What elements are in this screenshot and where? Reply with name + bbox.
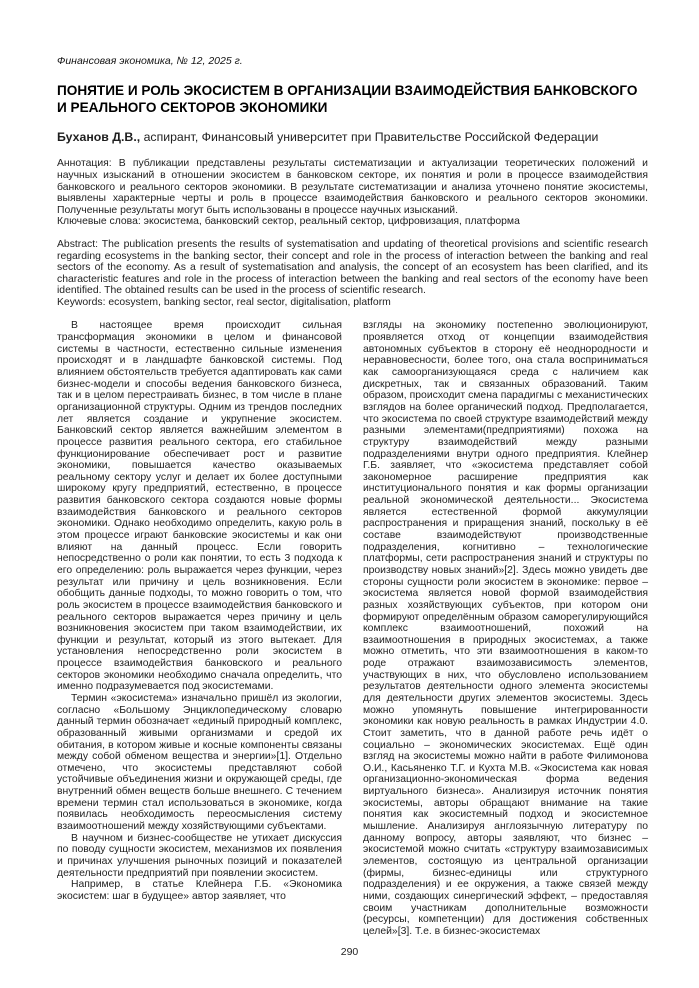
paper-title: ПОНЯТИЕ И РОЛЬ ЭКОСИСТЕМ В ОРГАНИЗАЦИИ ВЗАИМОДЕЙСТВИЯ БАНКОВСКОГО И РЕАЛЬНОГО СЕКТОРОВ ЭКОНОМИКИ	[57, 82, 638, 115]
body-paragraph: Термин «экосистема» изначально пришёл из экологии, согласно «Большому Энциклопедическому словарю данный термин обозначает «единый природный комплекс, образованный живыми организмами и средой их обитания, в котором живые и косные компоненты связаны между собой обменом вещества и энергии»[1]. Отдельно отмечено, что экосистемы представляют собой устойчивые объединения жизни и окружающей среды, где внутренний обмен веществ больше внешнего. С течением времени термин стал использоваться в экономике, когда появилась необходимость переосмысления систему взаимоотношений между хозяйствующими субъектами.	[57, 692, 342, 833]
body-paragraph: В научном и бизнес-сообществе не утихает дискуссия по поводу сущности экосистем, механизмов их появления и причинах улучшения рыночных позиций и показателей деятельности предприятий при появлении экосистем.	[57, 832, 342, 879]
body-paragraph: Например, в статье Клейнера Г.Б. «Экономика экосистем: шаг в будущее» автор заявляет, что	[57, 879, 342, 902]
body-paragraph: В настоящее время происходит сильная трансформация экономики в целом и финансовой системы в частности, естественно сильные изменения происходят и в ландшафте банковской системы. Под влиянием обстоятельств требуется адаптировать как сами бизнес-модели и способы ведения банковского бизнеса, так и в целом перестраивать бизнес, в том числе в плане организационной структуры. Одним из трендов последних лет является создание и укрупнение экосистем. Банковский сектор является важнейшим элементом в процессе развития реального сектора, его стабильное функционирование обеспечивает рост и развитие экономики, повышается качество оказываемых реальному сектору услуг и делает их более доступными широкому кругу предприятий, естественно, в процессе развития банковского сектора создаются новые формы взаимодействия банковского и реального секторов экономики. Однако необходимо определить, какую роль в этом процессе играют банковские экосистемы и как они влияют на данный процесс. Если говорить непосредственно о роли как понятии, то есть 3 подхода к его определению: роль выражается через функции, через результат или причину и цель возникновения. Если обобщить данные подходы, то можно говорить о том, что роль экосистем в процессе взаимодействия банковского и реального секторов выражается через причину и цель возникновения экосистем при таком взаимодействии, их функции и результат, который из этого вытекает. Для установления непосредственно роли экосистем в процессе взаимодействия банковского и реального секторов экономики необходимо сначала определить, что именно подразумевается под экосистемами.	[57, 320, 342, 693]
right-column	[363, 320, 648, 937]
journal-header: Финансовая экономика, № 12, 2025 г.	[57, 55, 243, 67]
keywords-ru: Ключевые слова: экосистема, банковский сектор, реальный сектор, цифровизация, платформа	[57, 216, 520, 228]
body-columns	[57, 320, 648, 937]
author-name: Буханов Д.В.,	[57, 130, 141, 145]
author-affiliation: аспирант, Финансовый университет при Правительстве Российской Федерации	[143, 130, 599, 145]
keywords-en: Keywords: ecosystem, banking sector, real sector, digitalisation, platform	[57, 296, 391, 308]
left-column	[57, 320, 342, 937]
author-line	[57, 130, 648, 146]
body-paragraph: взгляды на экономику постепенно эволюционируют, проявляется отход от концепции взаимодействия автономных субъектов в сторону её неоднородности и неравновесности, более того, она стала восприниматься как самоорганизующаяся среда с наличием как дискретных, так и связанных образований. Таким образом, происходит смена парадигмы с механистических взглядов на более органический подход. Предполагается, что экосистема по своей структуре взаимодействий между разными элементами(предприятиями) похожа на структуру взаимодействий между разными подразделениями внутри одного предприятия. Клейнер Г.Б. заявляет, что «экосистема представляет собой закономерное расширение предприятия как институционального понятия и как формы организации реальной экономической деятельности... Экосистема является естественной формой аккумуляции распространения и приращения знаний, поскольку в её составе взаимодействуют производственные подразделения, когнитивно – технологические платформы, сети распространения знаний и структуры по производству новых знаний»[2]. Здесь можно увидеть две стороны сущности роли экосистем в экономике: первое – экосистема является новой формой взаимодействия разных хозяйствующих субъектов, при котором они формируют определённым образом саморегулирующийся комплекс взаимоотношений, похожий на взаимоотношения в природных экосистемах, а также можно отметить, что эти взаимоотношения в каком-то роде отражают взаимозависимость элементов, участвующих в них, что обусловлено использованием результатов деятельности одного элемента экосистемы для деятельности других элементов экосистемы. Здесь можно упомянуть повышение интегрированности экономики как новую реальность в рамках Индустрии 4.0. Стоит заметить, что в данной работе речь идёт о социально – экономических экосистемах. Ещё один взгляд на экосистемы можно найти в работе Филимонова О.И., Касьяненко Т.Г. и Кухта М.В. «Экосистема как новая организационно-экономическая форма ведения виртуального бизнеса». Анализируя источник понятия экосистемы, авторы обращают внимание на такие понятия как экосистемный подход и экосистемное мышление. Анализируя англоязычную литературу по данному вопросу, авторы заявляют, что бизнес – экосистемой можно считать «структуру взаимозависимых элементов, состоящую из центральной организации (фирмы, бизнес-единицы или структурного подразделения) и ее окружения, а также связей между ними, создающих синергический эффект, – предоставляя своим участникам дополнительные возможности (ресурсы, компетенции) для достижения собственных целей»[3]. Т.е. в бизнес-экосистемах	[363, 320, 648, 937]
page-number: 290	[340, 946, 359, 958]
abstract-en: Abstract: The publication presents the results of systematisation and updating of theoretical provisions and scientific research regarding ecosystems in the banking sector, their concept and role in the process of interaction between the banking and real sectors of the economy. As a result of systematisation and analysis, the concept of an ecosystem has been clarified, and its characteristic features and role in the process of interaction between the banking and real sectors of the economy have been identified. The obtained results can be used in the process of scientific research.	[57, 238, 648, 297]
abstract-ru: Аннотация: В публикации представлены результаты систематизации и актуализации теоретических положений и научных изысканий в отношении экосистем в банковском секторе, их понятия и роли в процессе взаимодействия банковского и реального секторов экономики. В результате систематизации и анализа уточнено понятие экосистемы, выявлены характерные черты и роль в процессе взаимодействия банковского и реального секторов экономики. Полученные результаты могут быть использованы в процессе научных изысканий.	[57, 158, 648, 216]
